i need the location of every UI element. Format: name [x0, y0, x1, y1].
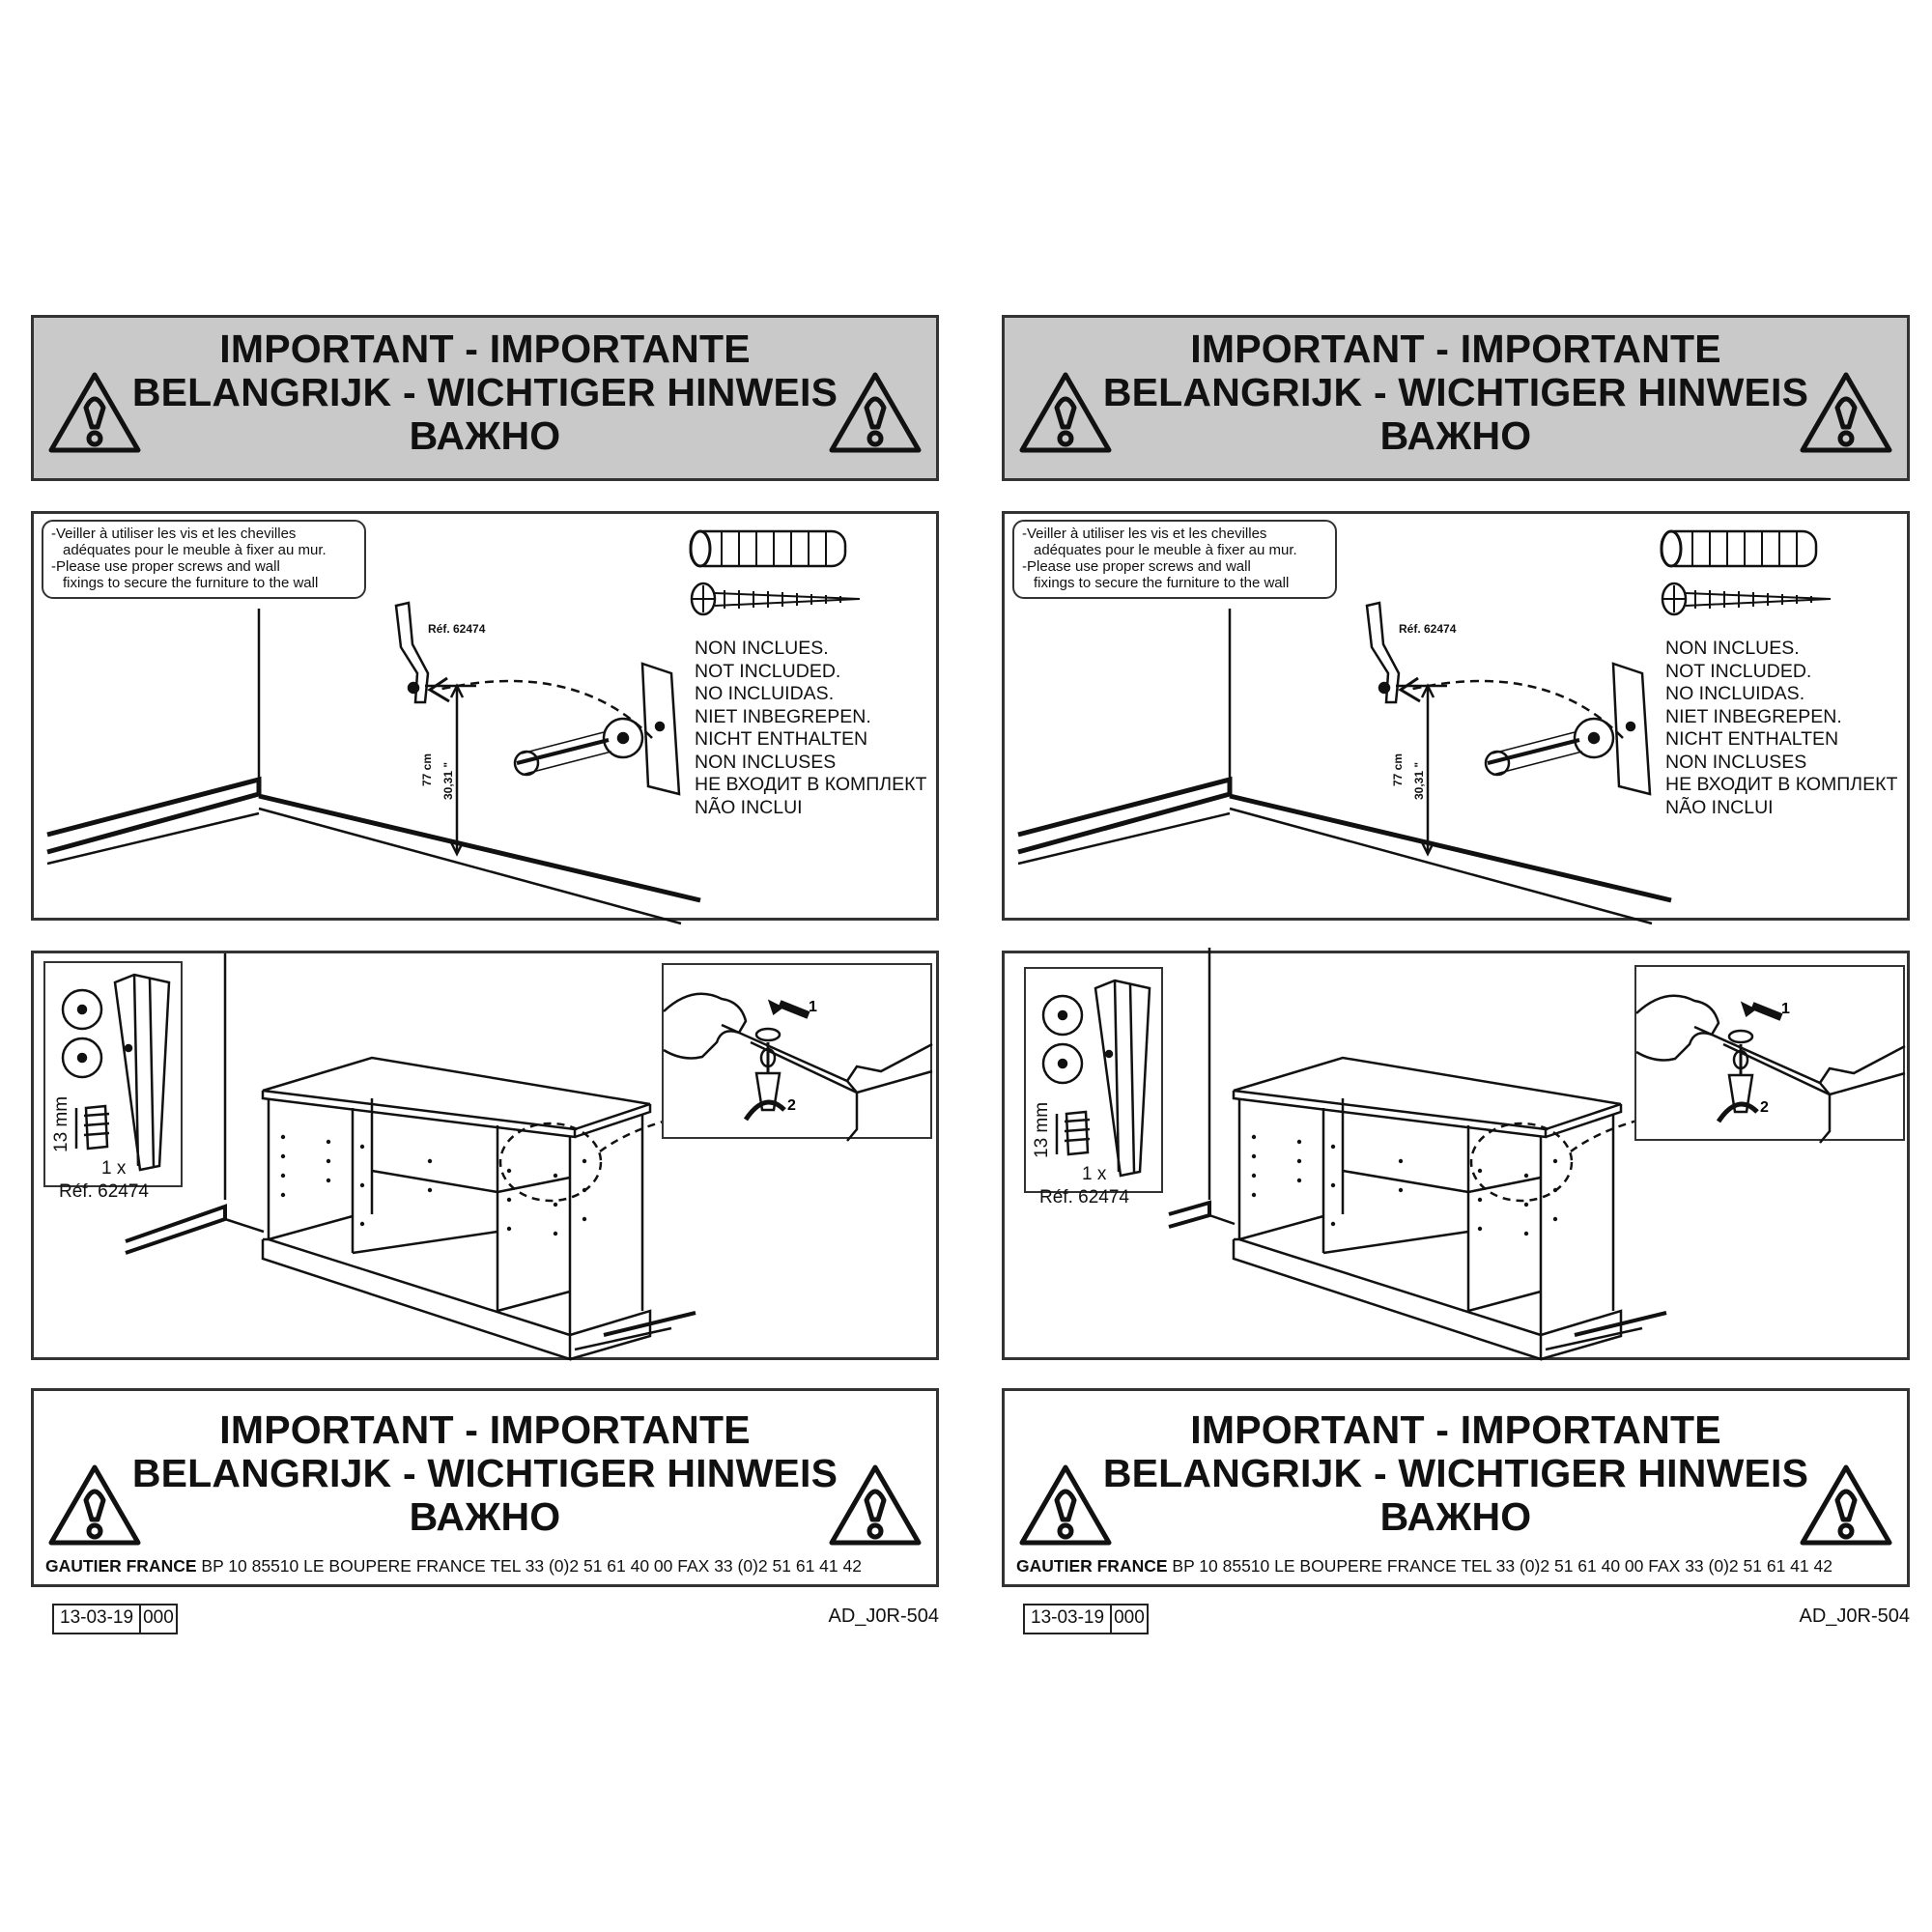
banner-line-3: ВАЖНО	[409, 1494, 561, 1539]
detail-inset	[662, 963, 932, 1139]
step-label: 1	[1781, 1001, 1790, 1017]
note-en-line2: fixings to secure the furniture to the wall	[1034, 575, 1290, 591]
not-included-item: NON INCLUSES	[695, 751, 837, 773]
warning-icon	[1018, 1463, 1113, 1547]
wall-fixing-panel	[31, 511, 939, 921]
not-included-item: NOT INCLUDED.	[695, 660, 841, 682]
not-included-item: NÃO INCLUI	[1665, 796, 1774, 818]
document-code: AD_J0R-504	[828, 1605, 939, 1627]
revision-number: 000	[1110, 1605, 1147, 1633]
issue-date: 13-03-19	[1031, 1607, 1105, 1628]
step-label: 1	[809, 999, 817, 1015]
important-banner-top	[1002, 315, 1910, 481]
kit-quantity: 1 x	[101, 1158, 127, 1179]
important-banner-bottom	[31, 1388, 939, 1587]
not-included-item: NIET INBEGREPEN.	[695, 705, 871, 727]
not-included-item: NON INCLUSES	[1665, 751, 1807, 773]
banner-line-3: ВАЖНО	[1379, 413, 1532, 458]
not-included-item: NICHT ENTHALTEN	[1665, 728, 1839, 750]
not-included-item: NO INCLUIDAS.	[695, 683, 835, 704]
important-banner-top	[31, 315, 939, 481]
not-included-item: NIET INBEGREPEN.	[1665, 705, 1842, 727]
detail-inset-drawing	[664, 965, 934, 1141]
revision-number: 000	[139, 1605, 176, 1633]
warning-icon	[1018, 371, 1113, 454]
bracket-reference: Réf. 62474	[428, 622, 486, 636]
bracket-reference: Réf. 62474	[1399, 622, 1457, 636]
note-en-line1: -Please use proper screws and wall	[1022, 558, 1251, 575]
cabinet-anchoring-panel	[31, 951, 939, 1360]
manufacturer-address	[1016, 1556, 1897, 1577]
kit-reference: Réf. 62474	[59, 1181, 149, 1202]
hardware-kit	[43, 961, 183, 1187]
banner-line-2: BELANGRIJK - WICHTIGER HINWEIS	[131, 1451, 838, 1495]
company-contact: BP 10 85510 LE BOUPERE FRANCE TEL 33 (0)2 51 61 40 00 FAX 33 (0)2 51 61 41 42	[1167, 1556, 1833, 1576]
banner-line-2: BELANGRIJK - WICHTIGER HINWEIS	[1102, 1451, 1809, 1495]
manufacturer-address	[45, 1556, 926, 1577]
screw-advice-note	[42, 520, 366, 599]
not-included-item: NON INCLUES.	[1665, 638, 1800, 659]
issue-date: 13-03-19	[60, 1607, 134, 1628]
height-cm-label: 77 cm	[1391, 753, 1405, 786]
not-included-list	[695, 638, 926, 819]
detail-inset	[1634, 965, 1905, 1141]
warning-icon	[828, 1463, 923, 1547]
screw-advice-note	[1012, 520, 1337, 599]
banner-line-1: IMPORTANT - IMPORTANTE	[219, 327, 751, 371]
banner-line-2: BELANGRIJK - WICHTIGER HINWEIS	[131, 370, 838, 414]
kit-quantity: 1 x	[1082, 1164, 1107, 1184]
company-name: GAUTIER FRANCE	[1016, 1556, 1168, 1576]
screw-length-label: 13 mm	[51, 1095, 71, 1152]
note-en-line1: -Please use proper screws and wall	[51, 558, 280, 575]
not-included-list	[1665, 638, 1897, 819]
note-fr-line1: -Veiller à utiliser les vis et les chevilles	[1022, 526, 1267, 542]
banner-line-3: ВАЖНО	[1379, 1494, 1532, 1539]
important-banner-bottom	[1002, 1388, 1910, 1587]
note-fr-line2: adéquates pour le meuble à fixer au mur.	[1034, 542, 1297, 558]
banner-line-3: ВАЖНО	[409, 413, 561, 458]
warning-icon	[1799, 371, 1893, 454]
screw-length-label: 13 mm	[1032, 1101, 1052, 1158]
cabinet-anchoring-panel	[1002, 951, 1910, 1360]
detail-inset-drawing	[1636, 967, 1907, 1143]
height-inch-label: 30,31 "	[1412, 761, 1426, 800]
date-revision-box	[1023, 1604, 1149, 1634]
wall-fixing-panel	[1002, 511, 1910, 921]
note-fr-line2: adéquates pour le meuble à fixer au mur.	[63, 542, 327, 558]
date-revision-box	[52, 1604, 178, 1634]
banner-line-2: BELANGRIJK - WICHTIGER HINWEIS	[1102, 370, 1809, 414]
instruction-sheet-right	[971, 0, 1932, 1932]
company-name: GAUTIER FRANCE	[45, 1556, 197, 1576]
banner-line-1: IMPORTANT - IMPORTANTE	[219, 1407, 751, 1452]
warning-icon	[47, 371, 142, 454]
hardware-kit	[1024, 967, 1163, 1193]
note-en-line2: fixings to secure the furniture to the wall	[63, 575, 319, 591]
step-label: 2	[1760, 1099, 1769, 1116]
not-included-item: НЕ ВХОДИТ В КОМПЛЕКТ	[695, 774, 927, 795]
kit-reference: Réf. 62474	[1039, 1187, 1129, 1208]
step-label: 2	[787, 1097, 796, 1114]
not-included-item: NICHT ENTHALTEN	[695, 728, 868, 750]
warning-icon	[47, 1463, 142, 1547]
company-contact: BP 10 85510 LE BOUPERE FRANCE TEL 33 (0)2 51 61 40 00 FAX 33 (0)2 51 61 41 42	[196, 1556, 862, 1576]
not-included-item: НЕ ВХОДИТ В КОМПЛЕКТ	[1665, 774, 1898, 795]
not-included-item: NÃO INCLUI	[695, 796, 803, 818]
note-fr-line1: -Veiller à utiliser les vis et les chevilles	[51, 526, 297, 542]
document-code: AD_J0R-504	[1799, 1605, 1910, 1627]
warning-icon	[828, 371, 923, 454]
banner-line-1: IMPORTANT - IMPORTANTE	[1190, 1407, 1721, 1452]
height-inch-label: 30,31 "	[441, 761, 455, 800]
not-included-item: NOT INCLUDED.	[1665, 660, 1812, 682]
height-cm-label: 77 cm	[420, 753, 434, 786]
banner-line-1: IMPORTANT - IMPORTANTE	[1190, 327, 1721, 371]
not-included-item: NON INCLUES.	[695, 638, 829, 659]
not-included-item: NO INCLUIDAS.	[1665, 683, 1805, 704]
warning-icon	[1799, 1463, 1893, 1547]
